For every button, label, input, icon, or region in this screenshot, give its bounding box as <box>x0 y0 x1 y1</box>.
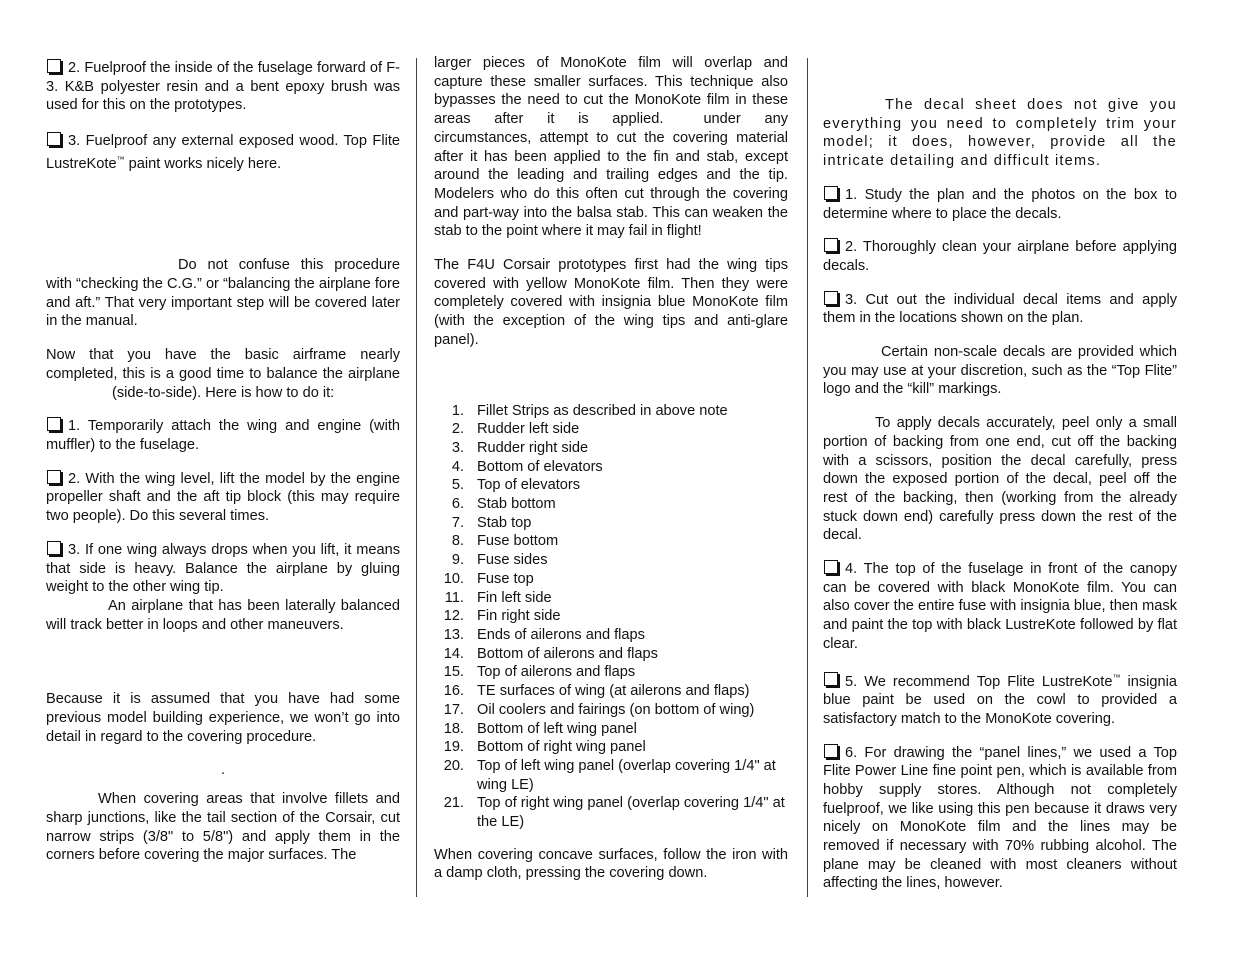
checkbox-icon[interactable] <box>824 744 838 758</box>
decal-step-3: 3. Cut out the individual decal items and apply them in the locations shown on the plan. <box>823 291 1177 327</box>
covering-step-number: 17. <box>443 701 464 718</box>
covering-step-text: Bottom of ailerons and flaps <box>477 645 658 662</box>
covering-step-text: Bottom of left wing panel <box>477 720 637 737</box>
covering-step-text: Fin left side <box>477 589 552 606</box>
covering-step-item <box>434 720 788 739</box>
covering-step-number: 11. <box>444 589 464 606</box>
covering-step-number: 2. <box>451 421 464 438</box>
decal-step-2: 2. Thoroughly clean your airplane before applying decals. <box>823 239 1177 274</box>
covering-note-continued: larger pieces of MonoKote film will overlap and capture these smaller surfaces. This technique also bypasses the need to cut the MonoKote film in these areas after it is applied. under any circumstances, attempt to cut the covering material after it has been applied to the fin and stab, except around the leading and trailing edges and the tip. Modelers who do this often cut through the covering and part-way into the balsa stab. This can weaken the stab to the point where it may fail in flight! <box>434 55 788 240</box>
covering-step-item <box>434 738 788 757</box>
column-divider-right <box>807 58 808 897</box>
covering-step-text: Fuse sides <box>477 552 548 569</box>
covering-step-item <box>434 495 788 514</box>
covering-step-number: 15. <box>443 664 464 681</box>
checkbox-icon[interactable] <box>47 470 61 484</box>
covering-step-number: 12. <box>443 608 464 625</box>
covering-step-number: 3. <box>451 439 464 456</box>
covering-step-text: Fin right side <box>477 608 561 625</box>
covering-step-item <box>434 514 788 533</box>
decal-intro: The decal sheet does not give you everything you need to completely trim your model; it does, however, provide all the intricate detailing and difficult items. <box>823 97 1177 170</box>
non-scale-decal-note: Certain non-scale decals are provided which you may use at your discretion, such as the “Top Flite” logo and the “kill” markings. <box>823 344 1177 398</box>
concave-surface-note: When covering concave surfaces, follow the iron with a damp cloth, pressing the covering down. <box>434 846 788 882</box>
covering-step-item <box>434 458 788 477</box>
covering-step-text: Fuse top <box>477 570 534 587</box>
covering-step-text: Top of elevators <box>477 477 581 494</box>
covering-step-text: Fillet Strips as described in above note <box>477 402 728 419</box>
covering-step-item <box>434 420 788 439</box>
fuelproof-step-2: 2. Fuelproof the inside of the fuselage forward of F-3. K&B polyester resin and a bent epoxy brush was used for this on the prototypes. <box>46 60 400 114</box>
covering-step-text: Top of ailerons and flaps <box>477 664 636 681</box>
covering-step-item <box>434 682 788 701</box>
covering-step-item <box>434 439 788 458</box>
covering-step-text: Top of left wing panel (overlap covering 1/4" at wing LE) <box>477 757 776 793</box>
checkbox-icon[interactable] <box>824 238 838 252</box>
fuelproof-step-3: 3. Fuelproof any external exposed wood. Top Flite LustreKote™ paint works nicely here. <box>46 133 400 172</box>
covering-step-text: TE surfaces of wing (at ailerons and flaps) <box>477 683 750 700</box>
covering-intro: Because it is assumed that you have had some previous model building experience, we won’t go into detail in regard to the covering procedure. <box>46 691 400 745</box>
column-1 <box>46 54 400 880</box>
covering-step-text: Stab top <box>477 514 532 531</box>
covering-step-item <box>434 402 788 421</box>
checkbox-icon[interactable] <box>47 59 61 73</box>
covering-step-number: 14. <box>443 645 464 662</box>
covering-step-number: 21. <box>443 795 464 812</box>
covering-step-number: 18. <box>443 720 464 737</box>
covering-step-number: 8. <box>451 533 464 550</box>
checkbox-icon[interactable] <box>47 417 61 431</box>
covering-step-number: 9. <box>451 552 464 569</box>
checkbox-icon[interactable] <box>47 132 61 146</box>
decal-step-1: 1. Study the plan and the photos on the box to determine where to place the decals. <box>823 186 1177 222</box>
covering-step-number: 6. <box>451 496 464 513</box>
decal-step-5: 5. We recommend Top Flite LustreKote™ insignia blue paint be used on the cowl to provided a satisfactory match to the MonoKote covering. <box>823 672 1177 727</box>
decal-step-6: 6. For drawing the “panel lines,” we used a Top Flite Power Line fine point pen, which is available from hobby supply stores. Although not completely fuelproof, we like using this pen because it draws very nicely on MonoKote film and the lines may be removed if necessary with 70% rubbing alcohol. The plane may be cleaned with most cleaners without affecting the lines, however. <box>823 744 1177 892</box>
checkbox-icon[interactable] <box>824 560 838 574</box>
checkbox-icon[interactable] <box>824 672 838 686</box>
covering-step-text: Top of right wing panel (overlap covering 1/4" at the LE) <box>477 795 785 831</box>
covering-step-item <box>434 532 788 551</box>
balance-note-2: An airplane that has been laterally balanced will track better in loops and other maneuvers. <box>46 597 400 633</box>
covering-step-text: Oil coolers and fairings (on bottom of wing) <box>477 701 755 718</box>
covering-step-text: Rudder left side <box>477 421 580 438</box>
covering-step-number: 16. <box>443 683 464 700</box>
covering-step-item <box>434 551 788 570</box>
balance-intro: Now that you have the basic airframe nearly completed, this is a good time to balance the airplane(side-to-side). Here is how to do it: <box>46 347 400 401</box>
column-3 <box>823 54 1177 908</box>
checkbox-icon[interactable] <box>824 291 838 305</box>
covering-step-number: 4. <box>451 458 464 475</box>
column-2 <box>434 54 788 898</box>
column-divider-left <box>416 58 417 897</box>
covering-step-item <box>434 757 788 794</box>
balance-step-1: 1. Temporarily attach the wing and engine (with muffler) to the fuselage. <box>46 418 400 453</box>
checkbox-icon[interactable] <box>824 186 838 200</box>
checkbox-icon[interactable] <box>47 541 61 555</box>
covering-step-item <box>434 626 788 645</box>
covering-step-item <box>434 701 788 720</box>
balance-step-2: 2. With the wing level, lift the model by the engine propeller shaft and the aft tip block (this may require two people). Do this several times. <box>46 470 400 525</box>
period-mark: . <box>220 762 226 779</box>
covering-step-item <box>434 570 788 589</box>
covering-step-text: Stab bottom <box>477 496 556 513</box>
covering-step-item <box>434 476 788 495</box>
covering-step-number: 19. <box>443 739 464 756</box>
balance-note: Do not confuse this procedure with “checking the C.G.” or “balancing the airplane fore and aft.” That very important step will be covered later in the manual. <box>46 257 400 330</box>
covering-step-text: Ends of ailerons and flaps <box>477 626 645 643</box>
covering-note: When covering areas that involve fillets and sharp junctions, like the tail section of the Corsair, cut narrow strips (3/8" to 5/8") and apply them in the corners before covering the major surfaces. The <box>46 791 400 864</box>
balance-step-3: 3. If one wing always drops when you lift, it means that side is heavy. Balance the airplane by gluing weight to the other wing tip. <box>46 541 400 596</box>
covering-step-number: 7. <box>451 514 464 531</box>
covering-step-text: Fuse bottom <box>477 533 559 550</box>
decal-application-note: To apply decals accurately, peel only a small portion of backing from one end, cut off the backing with a scissors, position the decal carefully, press down the exposed portion of the decal, peel off the rest of the backing, then (working from the already stuck down end) carefully press down the rest of the decal. <box>823 415 1177 544</box>
decal-step-4: 4. The top of the fuselage in front of the canopy can be covered with black MonoKote film. You can also cover the entire fuse with insignia blue, then mask and paint the top with black LustreKote followed by flat clear. <box>823 561 1177 652</box>
covering-step-item <box>434 794 788 831</box>
covering-step-number: 20. <box>443 757 464 774</box>
covering-sequence-list <box>434 402 788 832</box>
covering-step-text: Bottom of elevators <box>477 458 603 475</box>
covering-step-text: Bottom of right wing panel <box>477 739 646 756</box>
covering-step-number: 5. <box>451 477 464 494</box>
corsair-prototype-note: The F4U Corsair prototypes first had the wing tips covered with yellow MonoKote film. Then they were completely covered with insignia blue MonoKote film (with the exception of the wing tips and anti-glare panel). <box>434 257 788 348</box>
covering-step-text: Rudder right side <box>477 439 589 456</box>
covering-step-number: 13. <box>443 626 464 643</box>
covering-step-number: 1. <box>451 402 464 419</box>
covering-step-item <box>434 663 788 682</box>
covering-step-item <box>434 607 788 626</box>
covering-step-number: 10. <box>443 570 464 587</box>
covering-step-item <box>434 645 788 664</box>
covering-step-item <box>434 589 788 608</box>
